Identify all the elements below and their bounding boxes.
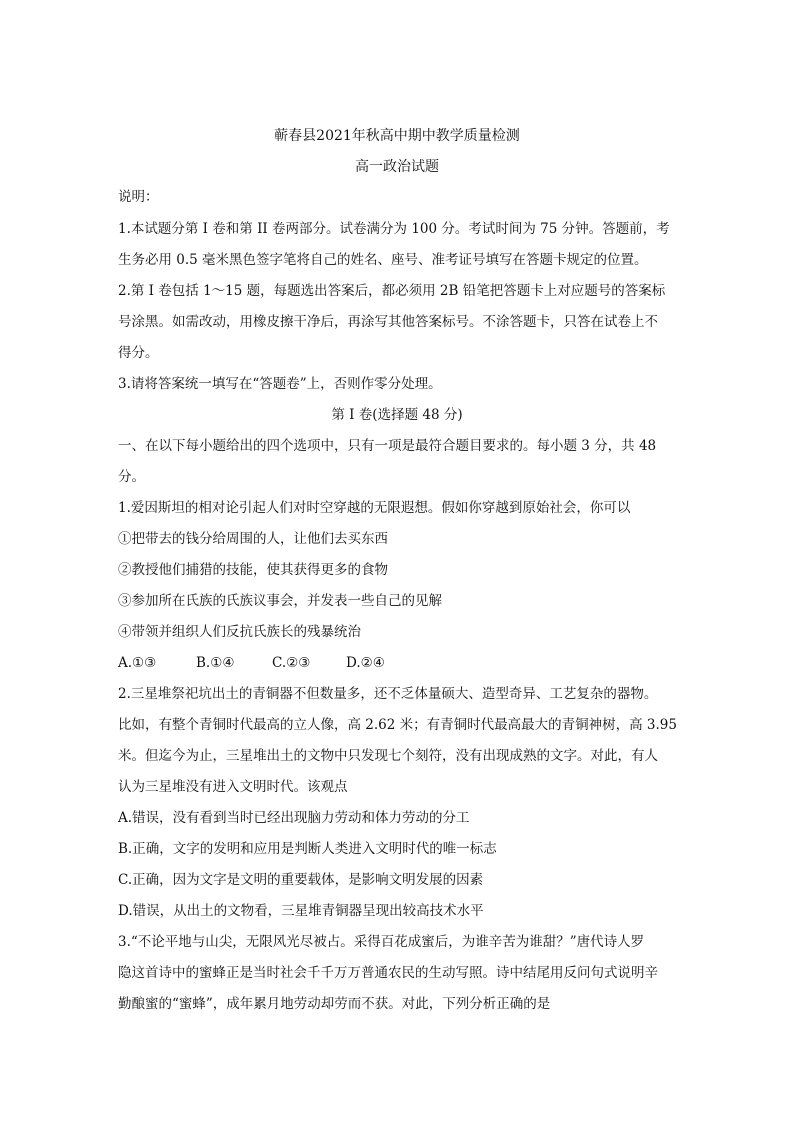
- question-3-stem: 3.“不论平地与山尖，无限风光尽被占。采得百花成蜜后，为谁辛苦为谁甜？”唐代诗人罗: [118, 934, 645, 950]
- instruction-line: 生务必用 0.5 毫米黑色签字笔将自己的姓名、座号、准考证号填写在答题卡规定的位置。: [118, 252, 648, 268]
- instruction-line: 得分。: [118, 345, 159, 361]
- section-intro: 分。: [118, 469, 145, 485]
- question-2-option: A.错误，没有看到当时已经出现脑力劳动和体力劳动的分工: [118, 810, 470, 826]
- exam-title: 蕲春县2021年秋高中期中教学质量检测: [274, 128, 520, 144]
- question-1-statement: ③参加所在氏族的氏族议事会，并发表一些自己的见解: [118, 593, 442, 609]
- exam-subtitle: 高一政治试题: [355, 159, 439, 175]
- instructions-heading: 说明：: [118, 189, 159, 205]
- question-2-stem: 米。但迄今为止，三星堆出土的文物中只发现七个刻符，没有出现成熟的文字。对此，有人: [118, 748, 658, 764]
- section-heading: 第 I 卷(选择题 48 分): [331, 407, 463, 423]
- question-1-stem: 1.爱因斯坦的相对论引起人们对时空穿越的无限遐想。假如你穿越到原始社会，你可以: [118, 500, 631, 516]
- choice-c: C.②③: [272, 655, 311, 671]
- choice-b: B.①④: [196, 655, 235, 671]
- question-2-stem: 比如，有整个青铜时代最高的立人像，高 2.62 米；有青铜时代最高最大的青铜神树，高 3.95: [118, 717, 677, 733]
- choice-a: A.①③: [118, 655, 157, 671]
- question-2-option: C.正确，因为文字是文明的重要载体，是影响文明发展的因素: [118, 872, 484, 888]
- instruction-line: 2.第 I 卷包括 1～15 题，每题选出答案后，都必须用 2B 铅笔把答题卡上对应题号的答案标: [118, 283, 666, 299]
- question-2-option: D.错误，从出土的文物看，三星堆青铜器呈现出较高技术水平: [118, 903, 484, 919]
- question-2-stem: 2.三星堆祭祀坑出土的青铜器不但数量多，还不乏体量硕大、造型奇异、工艺复杂的器物。: [118, 686, 658, 702]
- question-1-choices: [118, 653, 385, 673]
- question-3-stem: 隐这首诗中的蜜蜂正是当时社会千千万万普通农民的生动写照。诗中结尾用反问句式说明辛: [118, 965, 658, 981]
- question-1-statement: ①把带去的钱分给周围的人，让他们去买东西: [118, 531, 388, 547]
- question-2-option: B.正确，文字的发明和应用是判断人类进入文明时代的唯一标志: [118, 841, 497, 857]
- question-1-statement: ②教授他们捕猎的技能，使其获得更多的食物: [118, 562, 388, 578]
- question-3-stem: 勤酿蜜的“蜜蜂”，成年累月地劳动却劳而不获。对此，下列分析正确的是: [118, 996, 551, 1012]
- instruction-line: 1.本试题分第 I 卷和第 II 卷两部分。试卷满分为 100 分。考试时间为 75 分钟。答题前，考: [118, 221, 670, 237]
- instruction-line: 号涂黑。如需改动，用橡皮擦干净后，再涂写其他答案标号。不涂答题卡，只答在试卷上不: [118, 314, 658, 330]
- choice-d: D.②④: [346, 655, 385, 671]
- question-2-stem: 认为三星堆没有进入文明时代。该观点: [118, 779, 348, 795]
- instruction-line: 3.请将答案统一填写在“答题卷”上，否则作零分处理。: [118, 376, 442, 392]
- section-intro: 一、在以下每小题给出的四个选项中，只有一项是最符合题目要求的。每小题 3 分，共 48: [118, 438, 657, 454]
- question-1-statement: ④带领并组织人们反抗氏族长的残暴统治: [118, 624, 361, 640]
